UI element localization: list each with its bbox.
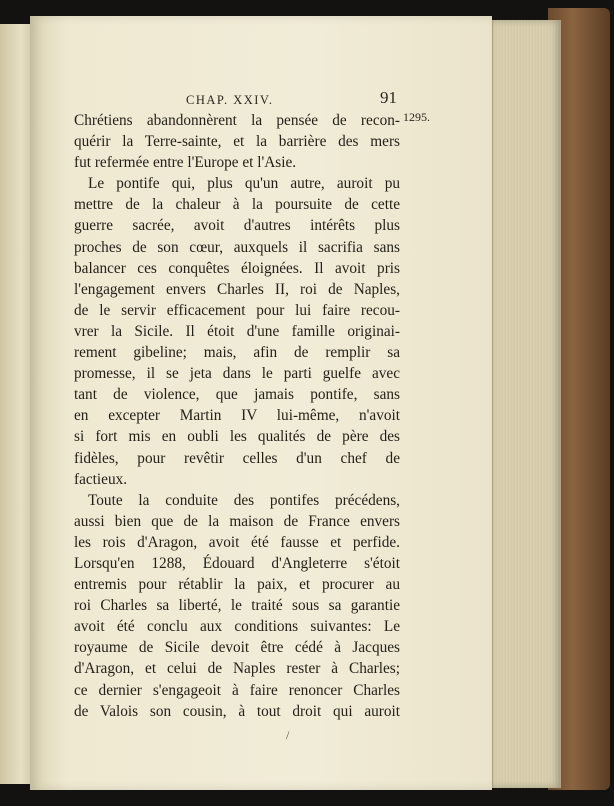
page-stack-edges [492, 20, 561, 788]
text-line: fidèles, pour revêtir celles d'un chef de [74, 449, 400, 467]
text-line: l'engagement envers Charles II, roi de Naples, [74, 280, 400, 298]
text-line: ce dernier s'engageoit à faire renoncer Charles [74, 681, 400, 699]
text-line: tant de violence, que jamais pontife, sans [74, 386, 400, 404]
text-line: de le servir efficacement pour lui faire recou- [74, 301, 400, 319]
text-line: si fort mis en oubli les qualités de père des [74, 428, 400, 446]
text-line: proches de son cœur, auxquels il sacrifia sans [74, 238, 400, 256]
text-line: Toute la conduite des pontifes précédens, [88, 491, 400, 509]
text-line: quérir la Terre-sainte, et la barrière des mers [74, 133, 400, 151]
text-line: rement gibeline; mais, afin de remplir sa [74, 344, 400, 362]
text-line: balancer ces conquêtes éloignées. Il avoit pris [74, 259, 400, 277]
text-line: entremis pour rétablir la paix, et procurer au [74, 576, 400, 594]
text-line: vrer la Sicile. Il étoit d'une famille originai- [74, 322, 400, 340]
text-line: factieux. [74, 470, 128, 488]
text-line: guerre sacrée, avoit d'autres intérêts plus [74, 217, 400, 235]
text-line: mettre de la chaleur à la poursuite de cette [74, 196, 400, 214]
page-header [30, 90, 492, 110]
text-line: de Valois son cousin, à tout droit qui auroit [74, 702, 400, 720]
body-text [74, 110, 400, 722]
text-line: d'Aragon, et celui de Naples rester à Charles; [74, 660, 400, 678]
text-line: Lorsqu'en 1288, Édouard d'Angleterre s'étoit [74, 554, 400, 572]
running-head: CHAP. XXIV. [186, 93, 274, 107]
text-line: Le pontife qui, plus qu'un autre, auroit pu [88, 175, 400, 193]
text-line: avoit été conclu aux conditions suivantes: Le [74, 618, 400, 636]
text-line: Chrétiens abandonnèrent la pensée de recon- [74, 112, 400, 129]
margin-date: 1295. [403, 110, 430, 124]
text-line: promesse, il se jeta dans le parti guelfe avec [74, 365, 400, 383]
text-line: les rois d'Aragon, avoit été fausse et perfide. [74, 533, 400, 551]
text-line: en excepter Martin IV lui-même, n'avoit [74, 407, 400, 425]
text-line: roi Charles sa liberté, le traité sous sa garantie [74, 597, 400, 615]
text-line: royaume de Sicile devoit être cédé à Jacques [74, 639, 400, 657]
page-number: 91 [380, 88, 397, 107]
text-line: fut refermée entre l'Europe et l'Asie. [74, 154, 297, 172]
left-page-edge [0, 24, 31, 784]
text-line: aussi bien que de la maison de France envers [74, 512, 400, 530]
footer-mark: / [286, 728, 290, 742]
